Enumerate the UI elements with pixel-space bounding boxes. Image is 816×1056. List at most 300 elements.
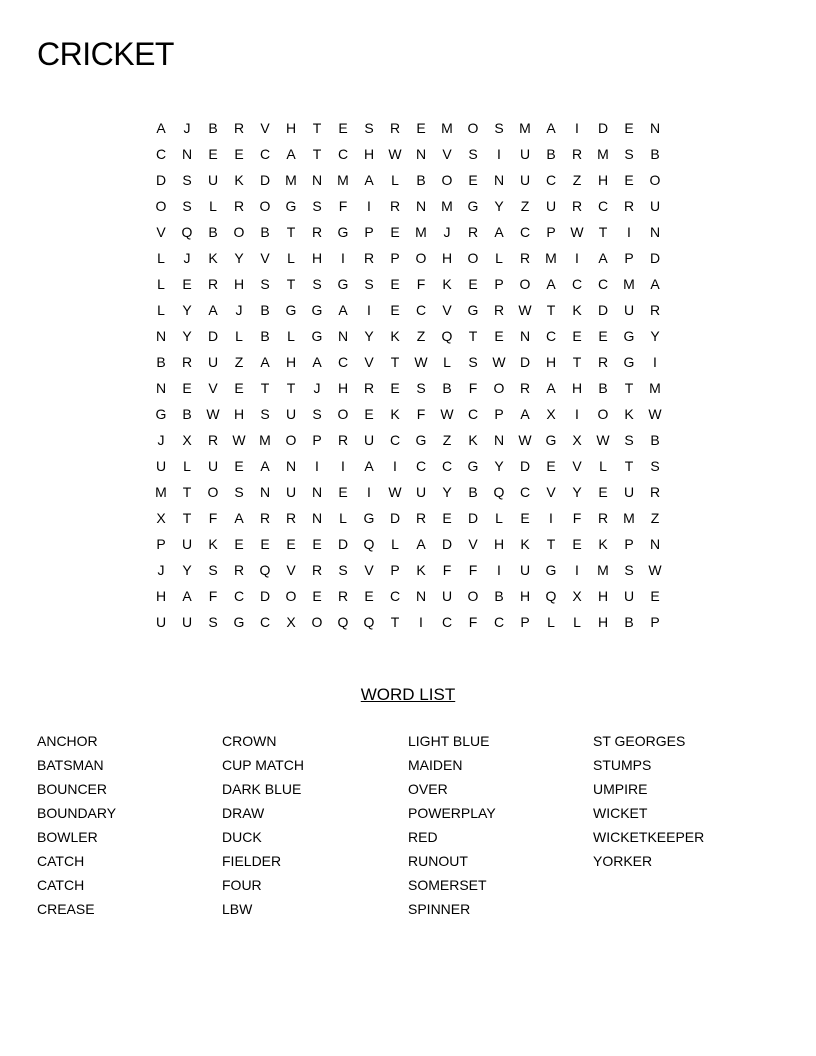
grid-cell: S — [260, 406, 270, 422]
grid-cell: N — [285, 458, 297, 474]
grid-cell: G — [545, 562, 557, 578]
word-list-item: BOWLER — [37, 829, 98, 845]
grid-cell: R — [285, 510, 297, 526]
grid-cell: S — [208, 614, 218, 630]
grid-cell: I — [419, 614, 423, 630]
grid-row — [148, 401, 668, 427]
grid-cell: L — [547, 614, 555, 630]
grid-cell: M — [545, 250, 557, 266]
grid-cell: E — [598, 484, 608, 500]
grid-cell: D — [155, 172, 167, 188]
word-list-column — [37, 729, 116, 921]
grid-cell: N — [311, 510, 323, 526]
grid-cell: K — [208, 536, 218, 552]
grid-cell: R — [337, 588, 349, 604]
grid-cell: M — [441, 198, 453, 214]
grid-cell: H — [597, 172, 609, 188]
grid-cell: R — [597, 354, 609, 370]
grid-cell: Y — [364, 328, 374, 344]
grid-cell: D — [597, 302, 609, 318]
word-list-item: OVER — [408, 781, 448, 797]
grid-cell: M — [259, 432, 271, 448]
grid-row — [148, 505, 668, 531]
word-list-item: RUNOUT — [408, 853, 468, 869]
grid-cell: M — [597, 146, 609, 162]
grid-cell: G — [285, 302, 297, 318]
grid-cell: I — [575, 562, 579, 578]
grid-cell: V — [442, 146, 452, 162]
grid-cell: W — [596, 432, 610, 448]
grid-cell: A — [546, 120, 556, 136]
grid-cell: K — [416, 562, 426, 578]
grid-cell: W — [388, 484, 402, 500]
grid-cell: E — [260, 536, 270, 552]
grid-cell: V — [468, 536, 478, 552]
grid-cell: C — [519, 224, 531, 240]
grid-cell: P — [156, 536, 166, 552]
grid-cell: W — [648, 406, 662, 422]
grid-cell: W — [206, 406, 220, 422]
word-list-item: DARK BLUE — [222, 781, 302, 797]
grid-cell: I — [575, 120, 579, 136]
grid-cell: G — [155, 406, 167, 422]
grid-cell: R — [649, 302, 661, 318]
grid-cell: G — [415, 432, 427, 448]
grid-cell: F — [468, 614, 478, 630]
grid-cell: E — [182, 380, 192, 396]
grid-cell: E — [442, 510, 452, 526]
word-list-item: BATSMAN — [37, 757, 104, 773]
grid-cell: E — [364, 588, 374, 604]
grid-cell: W — [648, 562, 662, 578]
word-list-item: STUMPS — [593, 757, 652, 773]
grid-cell: M — [597, 562, 609, 578]
grid-cell: C — [519, 484, 531, 500]
grid-cell: X — [572, 432, 582, 448]
grid-cell: T — [312, 146, 322, 162]
word-list-item: MAIDEN — [408, 757, 463, 773]
grid-cell: S — [182, 198, 192, 214]
grid-cell: W — [440, 406, 454, 422]
grid-cell: N — [415, 146, 427, 162]
grid-cell: D — [207, 328, 219, 344]
grid-cell: S — [416, 380, 426, 396]
grid-cell: V — [442, 302, 452, 318]
grid-cell: C — [259, 614, 271, 630]
grid-cell: B — [598, 380, 608, 396]
grid-cell: B — [156, 354, 166, 370]
grid-cell: G — [467, 198, 479, 214]
grid-cell: R — [519, 250, 531, 266]
grid-cell: N — [649, 536, 661, 552]
grid-cell: R — [233, 198, 245, 214]
grid-cell: C — [571, 276, 583, 292]
grid-cell: I — [497, 146, 501, 162]
grid-cell: T — [390, 614, 400, 630]
grid-cell: F — [468, 380, 478, 396]
grid-cell: K — [390, 406, 400, 422]
grid-cell: D — [467, 510, 479, 526]
grid-cell: W — [518, 432, 532, 448]
grid-cell: E — [468, 276, 478, 292]
grid-cell: S — [650, 458, 660, 474]
grid-cell: B — [260, 224, 270, 240]
word-list-item: WICKET — [593, 805, 648, 821]
grid-cell: B — [416, 172, 426, 188]
grid-cell: A — [364, 172, 374, 188]
grid-cell: S — [312, 406, 322, 422]
grid-cell: R — [389, 120, 401, 136]
grid-cell: U — [363, 432, 375, 448]
grid-cell: D — [519, 354, 531, 370]
grid-cell: R — [363, 380, 375, 396]
grid-cell: E — [234, 146, 244, 162]
grid-cell: A — [364, 458, 374, 474]
grid-cell: U — [181, 536, 193, 552]
grid-cell: F — [208, 588, 218, 604]
grid-cell: J — [157, 432, 165, 448]
grid-cell: G — [311, 302, 323, 318]
grid-cell: H — [519, 588, 531, 604]
grid-cell: E — [468, 172, 478, 188]
grid-cell: Z — [442, 432, 452, 448]
grid-cell: E — [624, 172, 634, 188]
grid-cell: E — [494, 328, 504, 344]
grid-cell: N — [259, 484, 271, 500]
grid-cell: G — [337, 224, 349, 240]
grid-cell: L — [287, 328, 295, 344]
grid-cell: S — [624, 562, 634, 578]
grid-cell: S — [312, 276, 322, 292]
grid-cell: R — [337, 432, 349, 448]
grid-row — [148, 141, 668, 167]
grid-cell: S — [468, 146, 478, 162]
grid-cell: E — [572, 536, 582, 552]
grid-cell: V — [286, 562, 296, 578]
grid-cell: I — [575, 406, 579, 422]
grid-cell: F — [208, 510, 218, 526]
grid-cell: L — [495, 510, 503, 526]
grid-cell: G — [233, 614, 245, 630]
grid-cell: N — [337, 328, 349, 344]
grid-cell: P — [312, 432, 322, 448]
word-list-column — [593, 729, 704, 873]
word-list-item: LIGHT BLUE — [408, 733, 490, 749]
grid-cell: U — [519, 172, 531, 188]
grid-cell: C — [389, 588, 401, 604]
grid-cell: D — [597, 120, 609, 136]
grid-cell: A — [520, 406, 530, 422]
word-list-item: RED — [408, 829, 438, 845]
grid-cell: A — [156, 120, 166, 136]
grid-cell: T — [286, 224, 296, 240]
word-list-item: ST GEORGES — [593, 733, 686, 749]
word-list-item: BOUNDARY — [37, 805, 117, 821]
grid-cell: X — [156, 510, 166, 526]
grid-cell: L — [209, 198, 217, 214]
grid-cell: G — [467, 302, 479, 318]
grid-cell: J — [313, 380, 321, 396]
grid-cell: I — [341, 458, 345, 474]
grid-cell: C — [441, 458, 453, 474]
grid-cell: Y — [650, 328, 660, 344]
grid-cell: L — [287, 250, 295, 266]
grid-cell: U — [623, 484, 635, 500]
grid-cell: O — [155, 198, 167, 214]
grid-row — [148, 219, 668, 245]
grid-cell: W — [492, 354, 506, 370]
grid-cell: O — [285, 588, 297, 604]
grid-cell: D — [259, 172, 271, 188]
grid-cell: W — [518, 302, 532, 318]
grid-cell: E — [312, 536, 322, 552]
grid-cell: L — [235, 328, 243, 344]
word-list-item: CROWN — [222, 733, 277, 749]
grid-cell: I — [367, 484, 371, 500]
grid-cell: R — [571, 146, 583, 162]
grid-cell: O — [285, 432, 297, 448]
grid-cell: O — [467, 120, 479, 136]
grid-cell: V — [364, 354, 374, 370]
grid-cell: O — [337, 406, 349, 422]
page-title: CRICKET — [37, 36, 174, 72]
grid-cell: H — [545, 354, 557, 370]
grid-cell: S — [364, 120, 374, 136]
grid-cell: J — [183, 120, 191, 136]
grid-cell: C — [597, 198, 609, 214]
grid-cell: C — [545, 172, 557, 188]
grid-cell: K — [520, 536, 530, 552]
grid-cell: D — [519, 458, 531, 474]
grid-cell: B — [494, 588, 504, 604]
grid-cell: F — [416, 276, 426, 292]
grid-row — [148, 583, 668, 609]
grid-cell: E — [650, 588, 660, 604]
grid-cell: U — [181, 614, 193, 630]
grid-cell: L — [339, 510, 347, 526]
grid-cell: H — [363, 146, 375, 162]
grid-cell: Q — [181, 224, 193, 240]
grid-cell: H — [441, 250, 453, 266]
grid-cell: K — [390, 328, 400, 344]
grid-cell: B — [260, 328, 270, 344]
grid-cell: V — [208, 380, 218, 396]
grid-row — [148, 609, 668, 635]
grid-row — [148, 297, 668, 323]
word-list-column — [408, 729, 496, 921]
word-list-item: WICKETKEEPER — [593, 829, 705, 845]
grid-cell: R — [571, 198, 583, 214]
grid-cell: P — [364, 224, 374, 240]
grid-cell: E — [520, 510, 530, 526]
grid-cell: M — [285, 172, 297, 188]
grid-cell: F — [572, 510, 582, 526]
grid-row — [148, 167, 668, 193]
grid-cell: Y — [494, 458, 504, 474]
grid-cell: P — [546, 224, 556, 240]
grid-cell: R — [233, 562, 245, 578]
grid-cell: K — [208, 250, 218, 266]
grid-cell: E — [182, 276, 192, 292]
grid-cell: B — [260, 302, 270, 318]
grid-cell: Y — [182, 302, 192, 318]
grid-cell: U — [623, 302, 635, 318]
grid-cell: Z — [520, 198, 530, 214]
grid-cell: S — [364, 276, 374, 292]
grid-cell: I — [341, 250, 345, 266]
grid-cell: U — [649, 198, 661, 214]
grid-cell: T — [546, 302, 556, 318]
grid-cell: C — [545, 328, 557, 344]
grid-cell: F — [416, 406, 426, 422]
grid-cell: U — [519, 562, 531, 578]
grid-cell: F — [338, 198, 348, 214]
grid-cell: O — [597, 406, 609, 422]
grid-cell: X — [182, 432, 192, 448]
grid-cell: O — [649, 172, 661, 188]
letter-grid — [148, 115, 668, 635]
grid-cell: D — [259, 588, 271, 604]
grid-cell: G — [311, 328, 323, 344]
grid-cell: P — [650, 614, 660, 630]
grid-cell: S — [208, 562, 218, 578]
grid-cell: U — [285, 406, 297, 422]
grid-cell: E — [416, 120, 426, 136]
grid-cell: I — [315, 458, 319, 474]
grid-cell: G — [545, 432, 557, 448]
grid-cell: N — [155, 380, 167, 396]
grid-cell: A — [260, 458, 270, 474]
grid-cell: O — [415, 250, 427, 266]
grid-cell: V — [572, 458, 582, 474]
grid-cell: Q — [363, 614, 375, 630]
grid-cell: D — [337, 536, 349, 552]
grid-cell: O — [493, 380, 505, 396]
grid-cell: H — [493, 536, 505, 552]
grid-cell: M — [649, 380, 661, 396]
grid-row — [148, 115, 668, 141]
grid-cell: F — [468, 562, 478, 578]
grid-cell: A — [598, 250, 608, 266]
grid-cell: O — [467, 250, 479, 266]
grid-cell: S — [468, 354, 478, 370]
grid-cell: B — [442, 380, 452, 396]
grid-cell: U — [207, 354, 219, 370]
grid-cell: P — [624, 536, 634, 552]
grid-cell: A — [338, 302, 348, 318]
grid-cell: T — [286, 380, 296, 396]
grid-cell: R — [597, 510, 609, 526]
grid-cell: N — [493, 432, 505, 448]
grid-cell: P — [520, 614, 530, 630]
grid-row — [148, 427, 668, 453]
grid-cell: M — [623, 276, 635, 292]
word-list-item: FOUR — [222, 877, 262, 893]
grid-cell: E — [338, 120, 348, 136]
grid-cell: T — [468, 328, 478, 344]
grid-cell: V — [156, 224, 166, 240]
grid-cell: H — [597, 614, 609, 630]
grid-cell: B — [546, 146, 556, 162]
grid-cell: B — [624, 614, 634, 630]
grid-cell: O — [519, 276, 531, 292]
grid-cell: O — [311, 614, 323, 630]
grid-cell: P — [390, 250, 400, 266]
grid-cell: O — [441, 172, 453, 188]
grid-cell: O — [259, 198, 271, 214]
grid-cell: T — [312, 120, 322, 136]
grid-cell: R — [311, 224, 323, 240]
grid-cell: B — [182, 406, 192, 422]
grid-cell: A — [546, 380, 556, 396]
grid-cell: H — [155, 588, 167, 604]
grid-cell: U — [155, 614, 167, 630]
grid-row — [148, 271, 668, 297]
grid-cell: L — [495, 250, 503, 266]
grid-cell: L — [391, 172, 399, 188]
grid-cell: I — [393, 458, 397, 474]
grid-cell: B — [650, 146, 660, 162]
grid-cell: I — [627, 224, 631, 240]
grid-cell: S — [624, 432, 634, 448]
grid-cell: J — [157, 562, 165, 578]
grid-cell: I — [549, 510, 553, 526]
grid-cell: K — [468, 432, 478, 448]
word-list-column — [222, 729, 304, 921]
grid-cell: T — [624, 458, 634, 474]
grid-cell: Y — [494, 198, 504, 214]
grid-cell: Y — [182, 562, 192, 578]
grid-cell: E — [312, 588, 322, 604]
grid-cell: C — [493, 614, 505, 630]
grid-cell: Y — [234, 250, 244, 266]
grid-row — [148, 453, 668, 479]
grid-cell: E — [390, 302, 400, 318]
grid-cell: J — [183, 250, 191, 266]
grid-cell: E — [390, 276, 400, 292]
grid-cell: U — [441, 588, 453, 604]
grid-cell: G — [623, 328, 635, 344]
grid-cell: A — [182, 588, 192, 604]
grid-cell: K — [234, 172, 244, 188]
grid-cell: Q — [337, 614, 349, 630]
grid-cell: H — [571, 380, 583, 396]
grid-cell: L — [157, 302, 165, 318]
grid-cell: X — [286, 614, 296, 630]
grid-cell: S — [234, 484, 244, 500]
grid-row — [148, 193, 668, 219]
grid-cell: I — [653, 354, 657, 370]
word-list-item: CATCH — [37, 853, 85, 869]
word-list-heading: WORD LIST — [360, 685, 456, 704]
grid-cell: A — [494, 224, 504, 240]
grid-cell: B — [208, 120, 218, 136]
grid-cell: F — [442, 562, 452, 578]
grid-cell: L — [599, 458, 607, 474]
grid-cell: C — [597, 276, 609, 292]
grid-cell: W — [414, 354, 428, 370]
grid-cell: P — [494, 276, 504, 292]
grid-cell: L — [391, 536, 399, 552]
grid-cell: C — [415, 458, 427, 474]
grid-cell: P — [390, 562, 400, 578]
grid-cell: E — [338, 484, 348, 500]
grid-cell: L — [157, 276, 165, 292]
grid-cell: U — [545, 198, 557, 214]
grid-cell: V — [260, 250, 270, 266]
grid-cell: E — [546, 458, 556, 474]
grid-cell: H — [597, 588, 609, 604]
